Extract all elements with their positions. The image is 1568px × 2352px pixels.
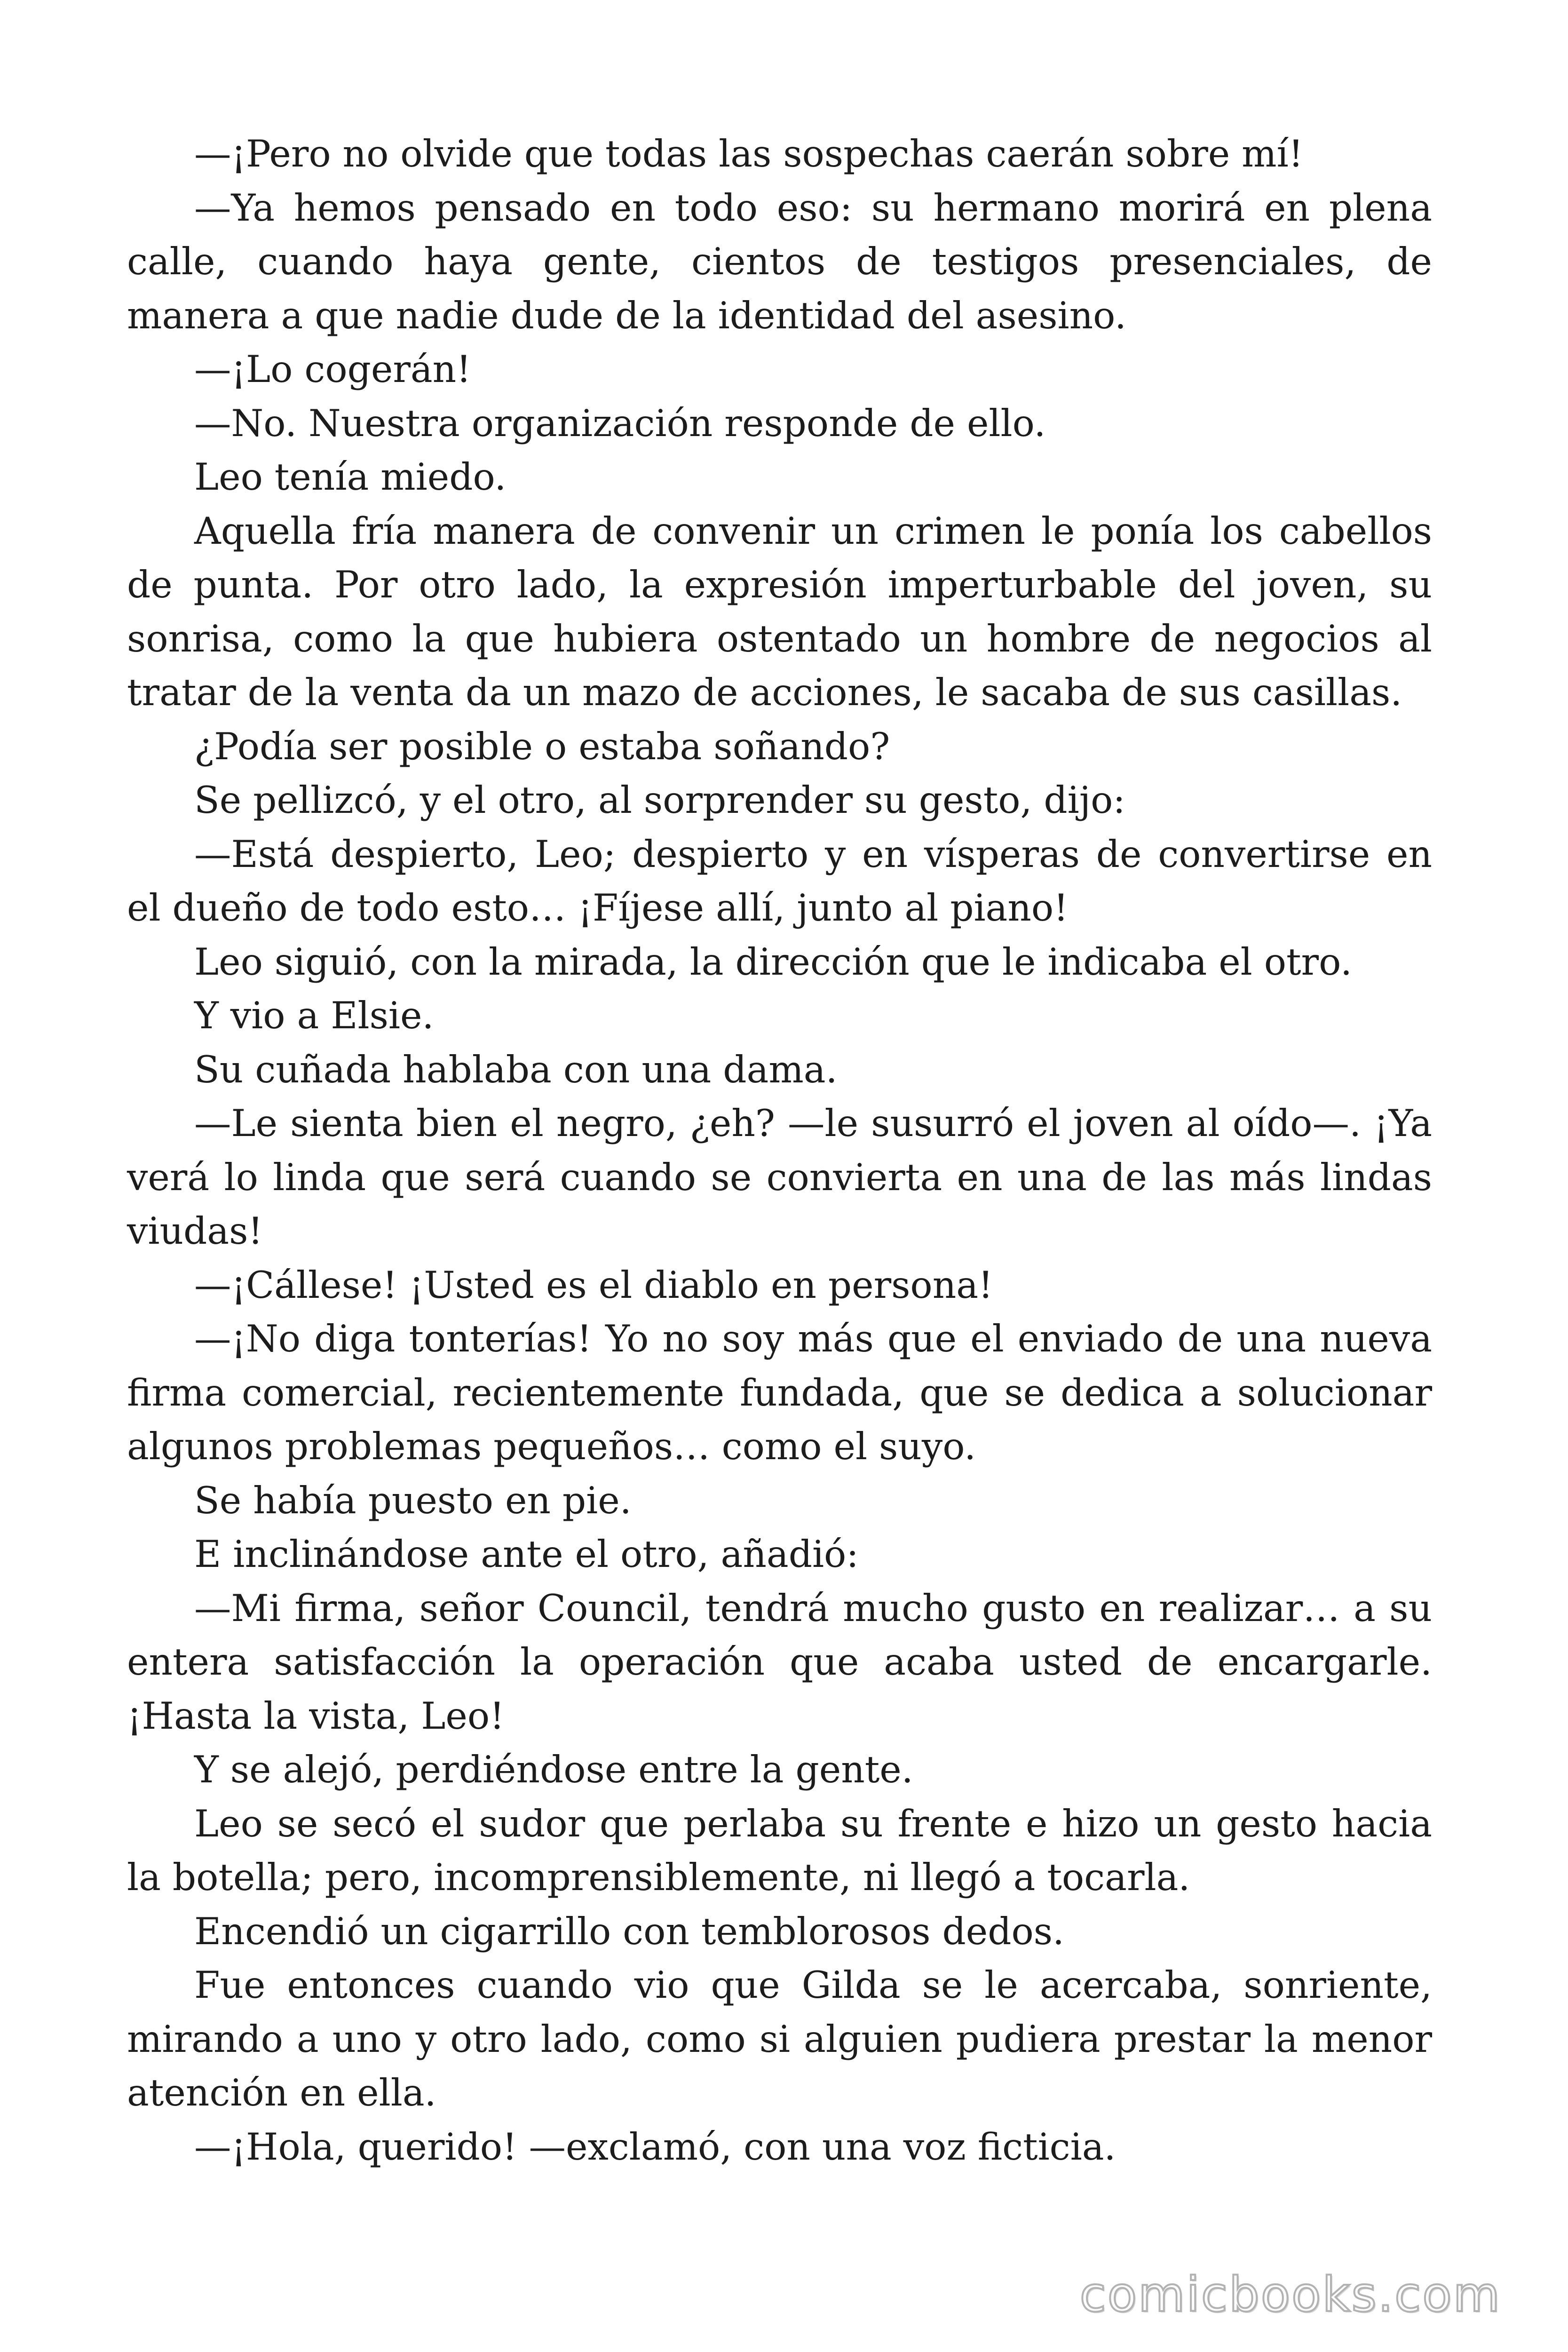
paragraph: —¡Lo cogerán! — [194, 348, 471, 391]
paragraph: —No. Nuestra organización responde de ello. — [194, 401, 1046, 445]
paragraph: Se pellizcó, y el otro, al sorprender su gesto, dijo: — [194, 779, 1125, 822]
paragraph: Leo tenía miedo. — [194, 455, 507, 499]
page-body — [127, 127, 1432, 2174]
paragraph: Leo siguió, con la mirada, la dirección que le indicaba el otro. — [194, 940, 1352, 984]
paragraph: —Mi firma, señor Council, tendrá mucho gusto en realizar… a su entera satisfacción la operación que acaba usted de encargarle. ¡Hasta la vista, Leo! — [127, 1586, 1432, 1738]
paragraph: —¡Pero no olvide que todas las sospechas caerán sobre mí! — [194, 132, 1304, 175]
paragraph: —¡Hola, querido! —exclamó, con una voz ficticia. — [194, 2125, 1116, 2169]
paragraph: —¡No diga tonterías! Yo no soy más que el enviado de una nueva firma comercial, recientemente fundada, que se dedica a solucionar algunos problemas pequeños… como el suyo. — [127, 1317, 1432, 1468]
paragraph: Aquella fría manera de convenir un crimen le ponía los cabellos de punta. Por otro lado, la expresión imperturbable del joven, su sonrisa, como la que hubiera ostentado un hombre de negocios al tratar de la venta da un mazo de acciones, le sacaba de sus casillas. — [127, 509, 1432, 714]
paragraph: E inclinándose ante el otro, añadió: — [194, 1533, 859, 1576]
paragraph: —¡Cállese! ¡Usted es el diablo en persona! — [194, 1263, 993, 1307]
paragraph: Y se alejó, perdiéndose entre la gente. — [194, 1748, 913, 1791]
paragraph: Fue entonces cuando vio que Gilda se le acercaba, sonriente, mirando a uno y otro lado, como si alguien pudiera prestar la menor atención en ella. — [127, 1963, 1432, 2114]
paragraph: —Está despierto, Leo; despierto y en vísperas de convertirse en el dueño de todo esto… ¡Fíjese allí, junto al piano! — [127, 832, 1432, 930]
paragraph: Se había puesto en pie. — [194, 1478, 632, 1522]
paragraph: —Le sienta bien el negro, ¿eh? —le susurró el joven al oído—. ¡Ya verá lo linda que será cuando se convierta en una de las más lindas viudas! — [127, 1102, 1432, 1253]
paragraph: Y vio a Elsie. — [194, 994, 434, 1037]
paragraph: ¿Podía ser posible o estaba soñando? — [194, 724, 890, 768]
paragraph: Encendió un cigarrillo con temblorosos dedos. — [194, 1909, 1065, 1953]
watermark: comicbooks.com — [1079, 2267, 1501, 2323]
paragraph: —Ya hemos pensado en todo eso: su hermano morirá en plena calle, cuando haya gente, cientos de testigos presenciales, de manera a que nadie dude de la identidad del asesino. — [127, 186, 1432, 337]
paragraph: Leo se secó el sudor que perlaba su frente e hizo un gesto hacia la botella; pero, incomprensiblemente, ni llegó a tocarla. — [127, 1802, 1432, 1899]
paragraph: Su cuñada hablaba con una dama. — [194, 1048, 838, 1091]
